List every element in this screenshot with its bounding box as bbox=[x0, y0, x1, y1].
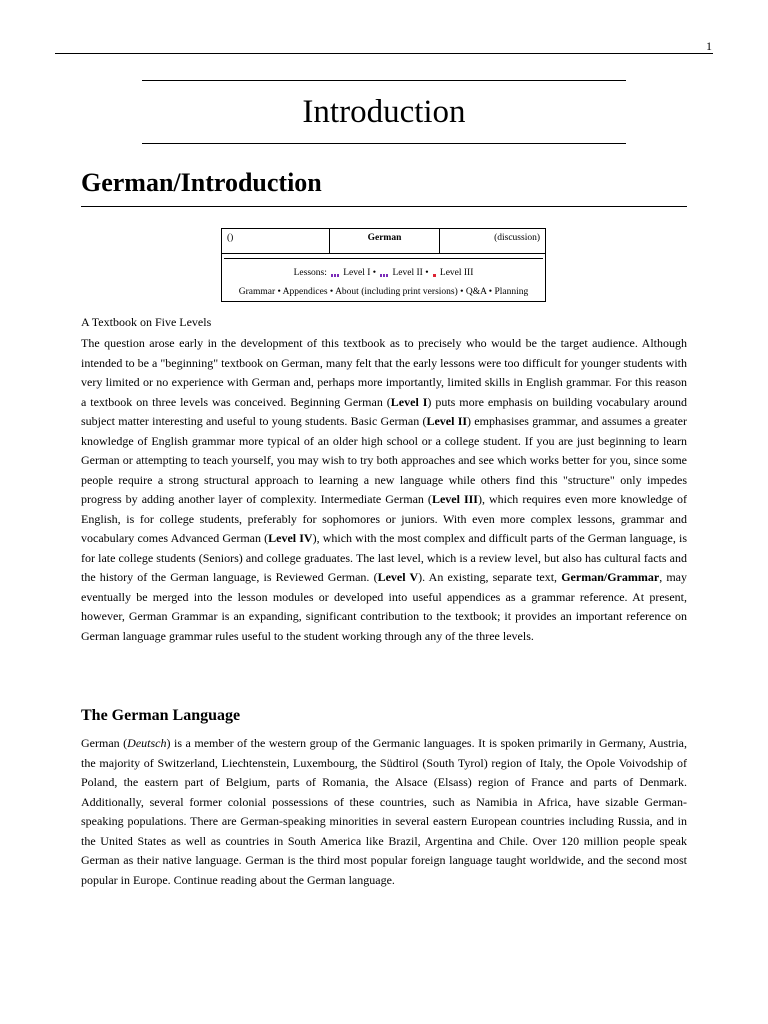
document-title: Introduction bbox=[302, 94, 466, 130]
title-rule-bottom bbox=[142, 143, 626, 144]
text-run: ) puts more emphasis on building vocabulary around subject matter interesting and useful to young students. Basic German ( bbox=[81, 394, 687, 428]
level-2-emphasis: Level II bbox=[426, 414, 468, 428]
deutsch-emphasis: Deutsch bbox=[127, 736, 167, 750]
header-rule bbox=[55, 53, 713, 54]
nav-header-row bbox=[222, 229, 545, 254]
title-rule-top bbox=[142, 80, 626, 81]
navigation-box bbox=[221, 228, 546, 302]
text-run: German ( bbox=[81, 736, 128, 750]
nav-lessons-row bbox=[222, 267, 545, 282]
level-3-icon bbox=[433, 269, 437, 282]
text-run: ) emphasises grammar, and assumes a greater knowledge of English grammar more typical of an older high school or a college student. If you are just beginning to learn German or attempting to teach yourself, you may wish to try both approaches and see which works better for you, since some people require a strong structural approach to learning a new language while others find this "structure" only impedes progress by adding another layer of complexity. Intermediate German ( bbox=[81, 414, 688, 506]
nav-links-row[interactable]: Grammar • Appendices • About (including print versions) • Q&A • Planning bbox=[238, 287, 529, 297]
text-run: , may eventually be merged into the lesson modules or developed into useful appendices as a grammar reference. At present, however, German Grammar is an expanding, significant contribution to the textbook; it provides an important reference on German language grammar rules useful to the student working through any of the three levels. bbox=[81, 570, 687, 643]
intro-paragraph bbox=[81, 334, 687, 646]
text-run: ), which requires even more knowledge of English, is for college students, preferably for sophomores or juniors. With even more complex lessons, grammar and vocabulary comes Advanced German ( bbox=[81, 492, 688, 545]
nav-discussion-link[interactable]: (discussion) bbox=[494, 233, 540, 243]
section-rule bbox=[81, 206, 687, 207]
section-heading: German/Introduction bbox=[81, 168, 322, 197]
text-run: ). An existing, separate text, bbox=[418, 570, 562, 584]
level-5-emphasis: Level V bbox=[377, 570, 419, 584]
level-1-link[interactable]: Level I bbox=[343, 268, 371, 278]
nav-inner-rule bbox=[224, 258, 543, 259]
bullet-separator: • bbox=[372, 268, 377, 278]
nav-left-cell: () bbox=[222, 229, 330, 253]
level-3-emphasis: Level III bbox=[431, 492, 478, 506]
intro-subtitle: A Textbook on Five Levels bbox=[81, 315, 212, 329]
text-run: ), which with the most complex and difficult parts of the German language, is for late college students (Seniors) and college graduates. The last level, which is a review level, but also has cultural facts and the history of the German language, is Reviewed German. ( bbox=[81, 531, 688, 584]
german-grammar-emphasis: German/Grammar bbox=[561, 570, 660, 584]
bullet-separator: • bbox=[425, 268, 429, 278]
level-2-link[interactable]: Level II bbox=[392, 268, 423, 278]
german-language-paragraph bbox=[81, 734, 687, 890]
text-run: ) is a member of the western group of the Germanic languages. It is spoken primarily in Germany, Austria, the majority of Switzerland, Liechtenstein, Luxembourg, the Südtirol (South Tyrol) region of Italy, the Opole Voivodship of Poland, the eastern part of Belgium, parts of Romania, the Alsace (Elsass) region of France and parts of Denmark. Additionally, several former colonial possessions of these countries, such as Namibia in Africa, have sizable German-speaking populations. There are German-speaking minorities in several eastern European countries including Russia, and in the United States as well as countries in South America like Brazil, Argentina and Chile. Over 120 million people speak German as their native language. German is the third most popular foreign language taught worldwide, and the second most popular in Europe. Continue reading about the German language. bbox=[81, 736, 687, 887]
page-number: 1 bbox=[706, 39, 712, 53]
level-3-link[interactable]: Level III bbox=[439, 268, 474, 278]
text-run: The question arose early in the development of this textbook as to precisely who would be the target audience. Although intended to be a "beginning" textbook on German, many felt that the early lessons were too difficult for younger students with very limited or no experience with German and, perhaps more importantly, limited skills in English grammar. For this reason a textbook on three levels was conceived. Beginning German ( bbox=[81, 336, 687, 409]
level-1-emphasis: Level I bbox=[390, 394, 428, 409]
nav-book-title[interactable]: German bbox=[330, 229, 440, 253]
level-4-emphasis: Level IV bbox=[268, 531, 313, 545]
level-2-icon bbox=[380, 269, 389, 282]
lessons-label: Lessons: bbox=[293, 268, 327, 278]
level-1-icon bbox=[331, 269, 340, 282]
german-language-heading: The German Language bbox=[81, 707, 241, 724]
